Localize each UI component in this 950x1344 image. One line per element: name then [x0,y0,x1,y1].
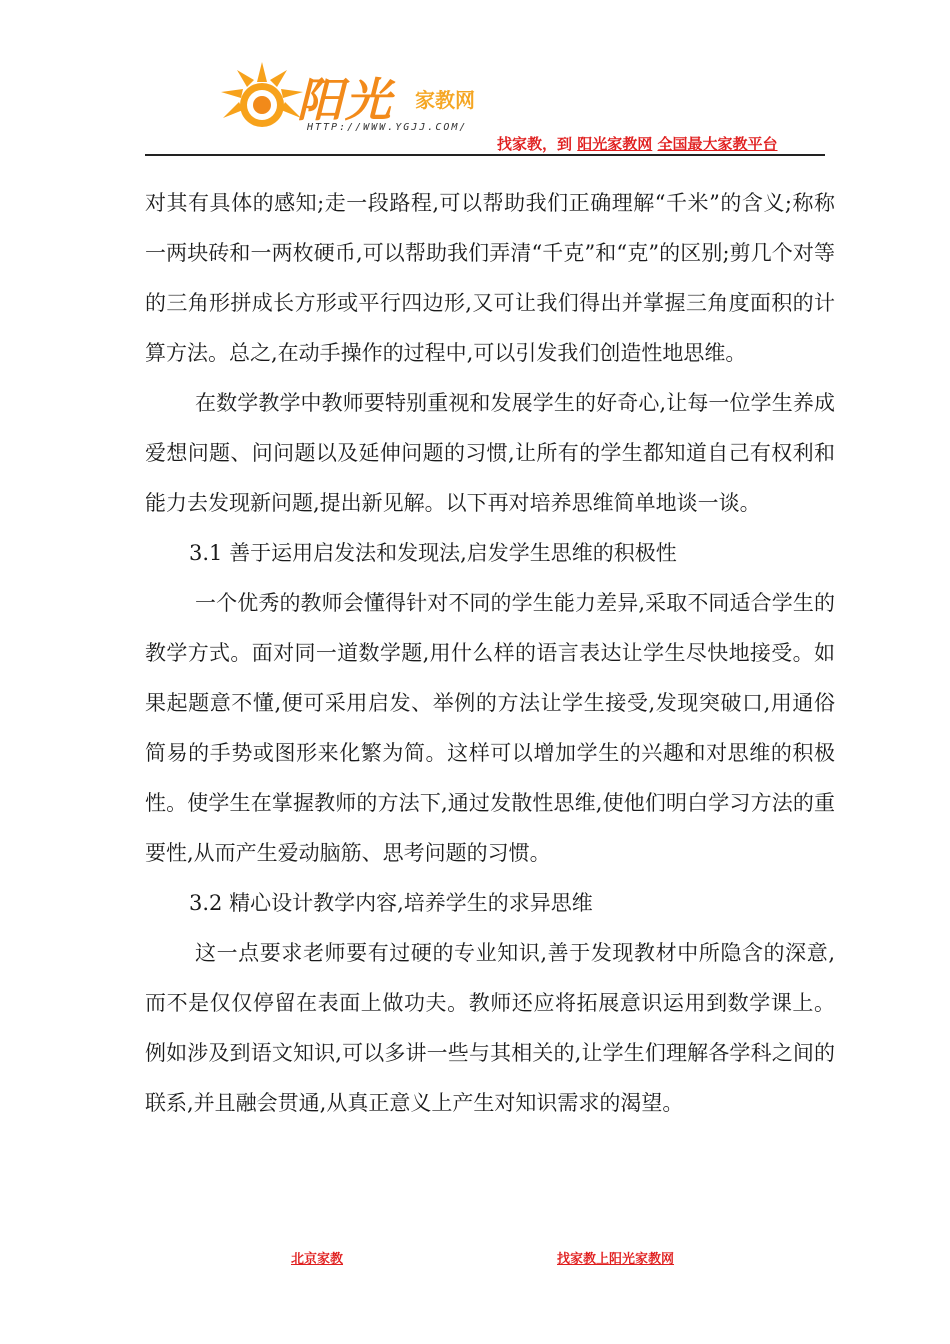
paragraph-1: 对其有具体的感知;走一段路程,可以帮助我们正确理解“千米”的含义;称称一两块砖和一两枚硬币,可以帮助我们弄清“千克”和“克”的区别;剪几个对等的三角形拼成长方形或平行四边形,又可让我们得出并掌握三角度面积的计算方法。总之,在动手操作的过程中,可以引发我们创造性地思维。 [145,191,835,365]
section-heading-3-1: 3.1 善于运用启发法和发现法,启发学生思维的积极性 [189,541,677,565]
sun-logo-icon [217,60,307,140]
paragraph-2: 在数学教学中教师要特别重视和发展学生的好奇心,让每一位学生养成爱想问题、问问题以及延伸问题的习惯,让所有的学生都知道自己有权利和能力去发现新问题,提出新见解。以下再对培养思维简单地谈一谈。 [145,391,835,515]
site-url: HTTP://WWW.YGJJ.COM/ [307,122,468,133]
brand-logo-text: 阳光 [297,73,393,127]
header-slogan [497,133,778,154]
paragraph-3: 一个优秀的教师会懂得针对不同的学生能力差异,采取不同适合学生的教学方式。面对同一道数学题,用什么样的语言表达让学生尽快地接受。如果起题意不懂,便可采用启发、举例的方法让学生接受,发现突破口,用通俗简易的手势或图形来化繁为简。这样可以增加学生的兴趣和对思维的积极性。使学生在掌握教师的方法下,通过发散性思维,使他们明白学习方法的重要性,从而产生爱动脑筋、思考问题的习惯。 [145,591,835,865]
paragraph-4: 这一点要求老师要有过硬的专业知识,善于发现教材中所隐含的深意,而不是仅仅停留在表面上做功夫。教师还应将拓展意识运用到数学课上。例如涉及到语文知识,可以多讲一些与其相关的,让学生们理解各学科之间的联系,并且融会贯通,从真正意义上产生对知识需求的渴望。 [145,941,835,1115]
slogan-suffix-link[interactable]: 全国最大家教平台 [657,135,778,153]
brand-subtitle: 家教网 [415,88,475,112]
footer-link-find-tutor[interactable]: 找家教上阳光家教网 [557,1252,675,1267]
slogan-prefix: 找家教，到 [497,135,573,153]
slogan-site-link[interactable]: 阳光家教网 [577,135,653,153]
footer-link-beijing[interactable]: 北京家教 [291,1252,344,1267]
section-heading-3-2: 3.2 精心设计教学内容,培养学生的求异思维 [189,891,593,915]
header-divider [145,154,825,156]
page-header [145,50,825,154]
document-body [145,178,835,1128]
